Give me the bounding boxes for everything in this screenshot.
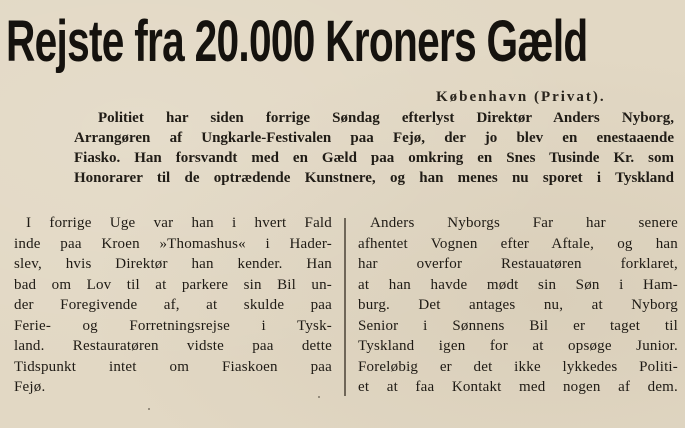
column-line: har overfor Restauatøren forklaret, [358,256,678,272]
column-line: et at faa Kontakt med nogen af dem. [358,379,678,395]
column-line: afhentet Vognen efter Aftale, og han [358,235,678,252]
lead-line: Arrangøren af Ungkarle-Festivalen paa Fejø, der jo blev en enestaaende [74,130,674,146]
column-line: Ferie- og Forretningsrejse i Tysk- [14,317,332,334]
column-line: Fejø. [14,379,46,395]
lead-line: Politiet har siden forrige Søndag efterlyst Direktør Anders Nyborg, [98,110,674,126]
column-line: inde paa Kroen »Thomashus« i Hader- [14,235,332,252]
column-line: burg. Det antages nu, at Nyborg [358,297,678,313]
right-column [358,213,678,398]
column-line: slev, hvis Direktør han kender. Han [14,256,332,272]
lead-line: Fiasko. Han forsvandt med en Gæld paa omkring en Snes Tusinde Kr. som [74,150,674,166]
column-divider [344,218,346,396]
column-line: Tyskland igen for at opsøge Junior. [358,338,678,354]
column-line: Anders Nyborgs Far har senere [370,215,678,231]
column-line: der Foregivende af, at skulde paa [14,297,332,313]
column-line: land. Restauratøren vidste paa dette [14,338,332,354]
print-speck [148,408,150,410]
lead-paragraph [74,108,674,188]
column-line: Senior i Sønnens Bil er taget til [358,317,678,334]
column-line: Tidspunkt intet om Fiaskoen paa [14,358,332,375]
column-line: Foreløbig er det ikke lykkedes Politi- [358,358,678,375]
column-line: I forrige Uge var han i hvert Fald [26,215,332,231]
column-line: at han havde mødt sin Søn i Ham- [358,276,678,293]
dateline: København (Privat). [436,89,606,105]
headline: Rejste fra 20.000 Kroners Gæld [6,9,588,74]
column-line: bad om Lov til at parkere sin Bil un- [14,276,332,293]
print-speck [318,396,320,398]
left-column [14,213,332,398]
lead-line: Honorarer til de optrædende Kunstnere, og han menes nu sporet i Tyskland [74,170,674,186]
